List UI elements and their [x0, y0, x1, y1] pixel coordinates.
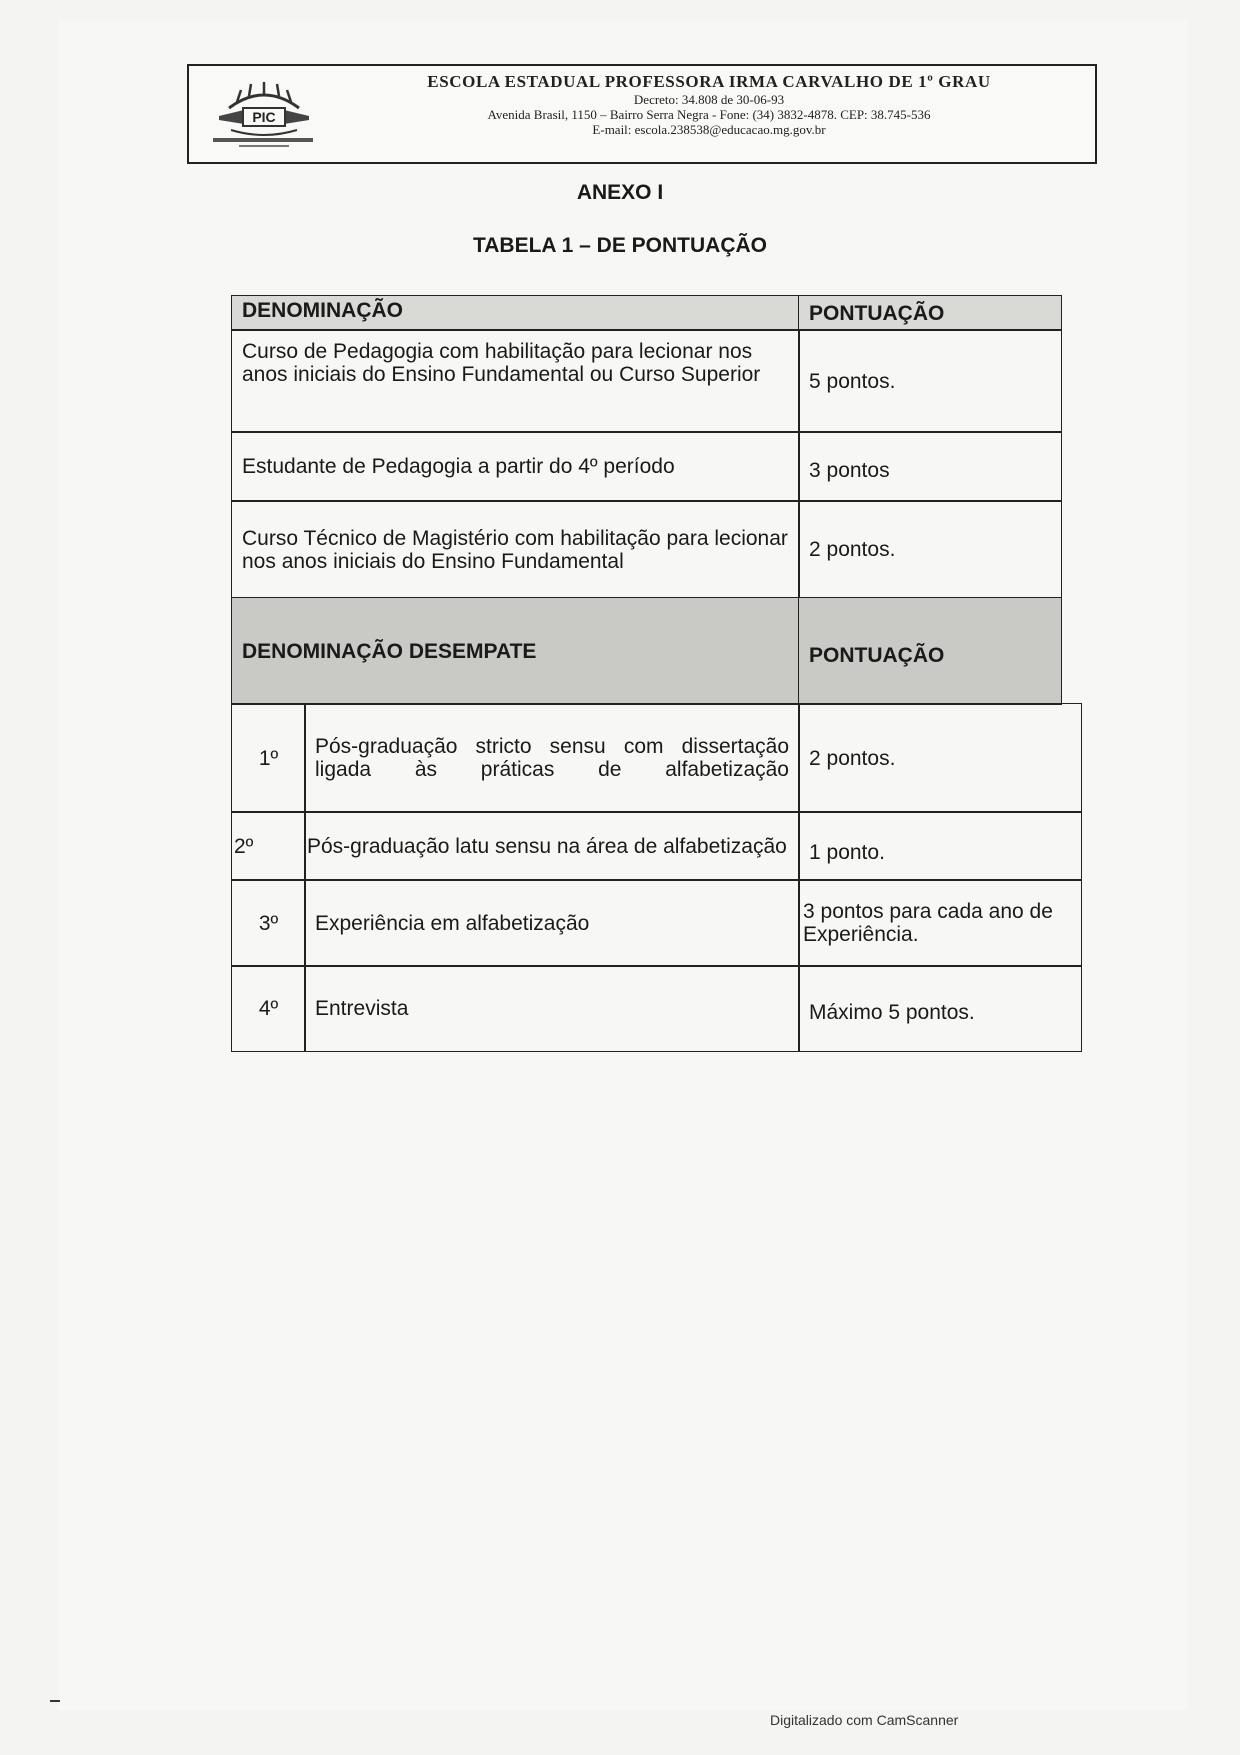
table-title: TABELA 1 – DE PONTUAÇÃO: [472, 234, 768, 257]
table-row-2-pontuacao: 3 pontos: [798, 431, 1062, 502]
table-row-1-pontuacao: 5 pontos.: [798, 329, 1062, 433]
school-logo: [209, 80, 319, 150]
annex-title: ANEXO I: [576, 181, 664, 204]
logo-text: PIC: [252, 109, 276, 125]
address-line: Avenida Brasil, 1150 – Bairro Serra Negra - Fone: (34) 3832-4878. CEP: 38.745-536: [487, 107, 931, 122]
tiebreak-row-1-criterio: Pós-graduação stricto sensu com dissertação ligada às práticas de alfabetização: [304, 703, 800, 813]
tiebreak-row-4-order: 4º: [231, 965, 306, 1052]
table-row-3-pontuacao: 2 pontos.: [798, 500, 1062, 599]
tiebreak-row-1-pontuacao: 2 pontos.: [798, 703, 1082, 813]
letterhead-text: [329, 72, 1089, 137]
tiebreak-row-3-pontuacao: 3 pontos para cada ano de Experiência.: [798, 879, 1082, 967]
tiebreak-row-4-criterio: Entrevista: [304, 965, 800, 1052]
scan-edge-mark: [50, 1700, 60, 1702]
letterhead: [187, 64, 1097, 164]
table-row-2-denominacao: Estudante de Pedagogia a partir do 4º período: [231, 431, 800, 502]
decree-line: Decreto: 34.808 de 30-06-93: [633, 92, 785, 107]
tiebreak-row-2-pontuacao: 1 ponto.: [798, 811, 1082, 881]
table-row-1-denominacao: Curso de Pedagogia com habilitação para lecionar nos anos iniciais do Ensino Fundamental ou Curso Superior: [231, 329, 800, 433]
tiebreak-row-1-order: 1º: [231, 703, 306, 813]
header-pontuacao: PONTUAÇÃO: [798, 295, 1062, 331]
tiebreak-row-2-criterio: Pós-graduação latu sensu na área de alfabetização: [304, 811, 800, 881]
header-denominacao: DENOMINAÇÃO: [231, 295, 800, 331]
tiebreak-row-4-pontuacao: Máximo 5 pontos.: [798, 965, 1082, 1052]
header-desempate-pontuacao: PONTUAÇÃO: [798, 597, 1062, 705]
email-line: E-mail: escola.238538@educacao.mg.gov.br: [592, 122, 826, 137]
header-desempate: DENOMINAÇÃO DESEMPATE: [231, 597, 800, 705]
table-row-3-denominacao: Curso Técnico de Magistério com habilitação para lecionar nos anos iniciais do Ensino Fundamental: [231, 500, 800, 599]
tiebreak-row-3-criterio: Experiência em alfabetização: [304, 879, 800, 967]
tiebreak-row-2-order: 2º: [231, 811, 306, 881]
school-name: ESCOLA ESTADUAL PROFESSORA IRMA CARVALHO DE 1º GRAU: [427, 72, 991, 91]
tiebreak-row-3-order: 3º: [231, 879, 306, 967]
scanner-footer: Digitalizado com CamScanner: [770, 1712, 959, 1728]
